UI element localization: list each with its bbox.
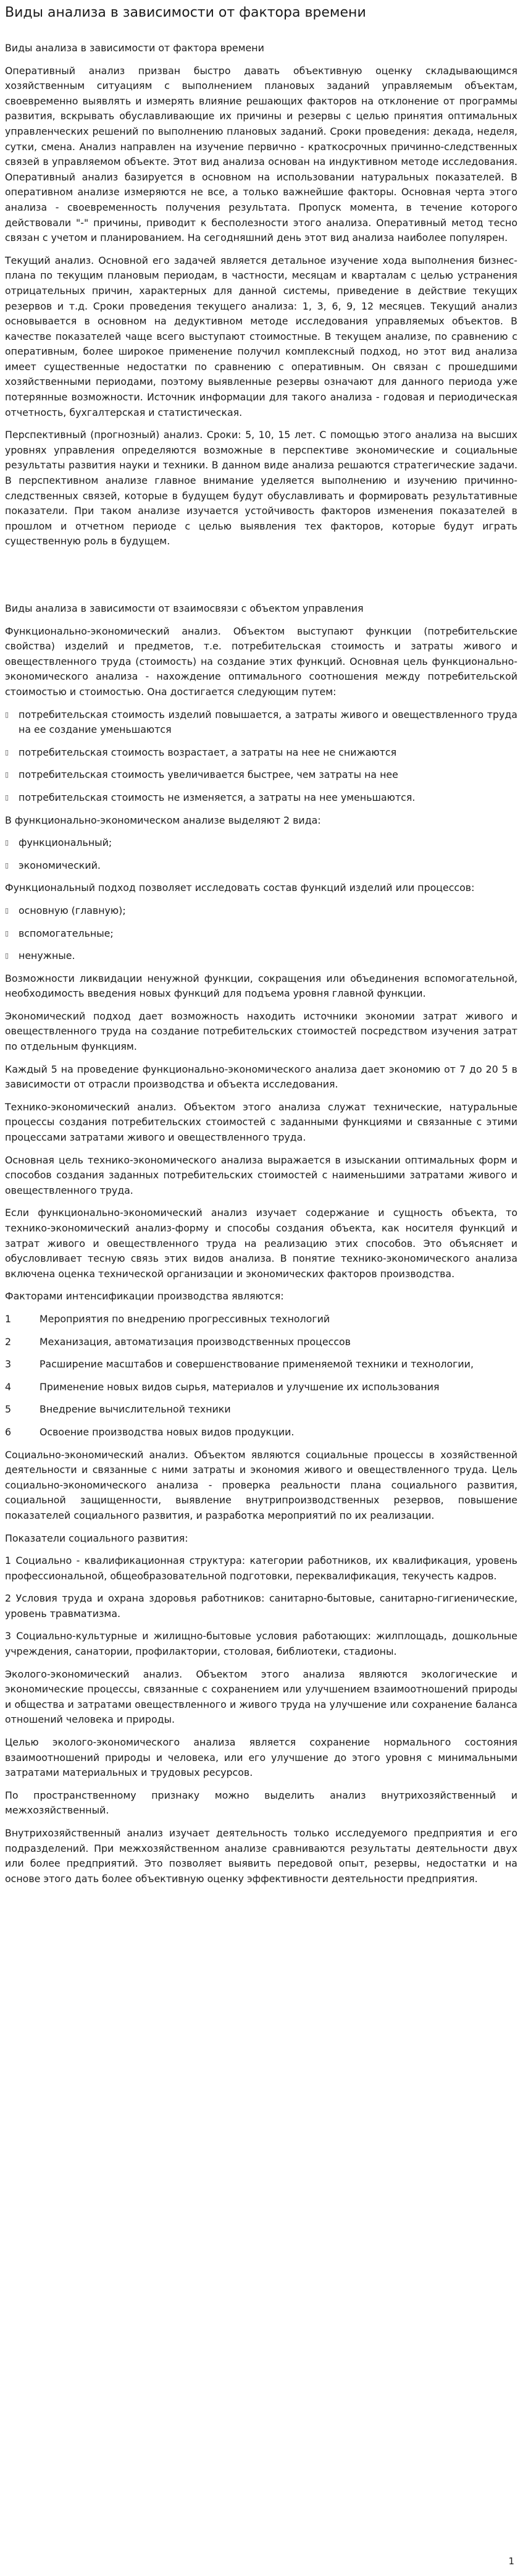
paragraph-perspective-analysis: Перспективный (прогнозный) анализ. Сроки: 5, 10, 15 лет. С помощью этого анализа на высших уровнях управления определяются возможные в перспективе экономические и социальные результаты развития науки и техники. В данном виде анализа решаются стратегические задачи. В перспективном анализе главное внимание уделяется выполнению и изучению причинно-следственных связей, которые в будущем будут обуславливать и формировать результативные показатели. При таком анализе изучается устойчивость факторов изменения показателей в прошлом и отчетном периоде с целью выявления тех факторов, которые будут играть существенную роль в будущем. [5, 429, 517, 547]
list-item-factor: 4 Применение новых видов сырья, материалов и улучшение их использования [5, 1380, 440, 1393]
list-item-function: ▯ вспомогательные; [5, 926, 517, 942]
paragraph-liquidation: Возможности ликвидации ненужной функции, сокращения или объединения вспомогательной, необходимость введения новых функций для подъема уровня главной функции. [5, 972, 517, 1000]
bullet-icon: ▯ [5, 952, 9, 960]
list-item-factor: 5 Внедрение вычислительной техники [5, 1403, 231, 1416]
list-item-factor: 2 Механизация, автоматизация производственных процессов [5, 1335, 351, 1348]
paragraph-spatial: По пространственному признаку можно выделить анализ внутрихозяйственный и межхозяйственный. [5, 1789, 517, 1817]
list-item-social: 1 Социально - квалификационная структура: категории работников, их квалификация, уровень профессиональной, общеобразовательной подготовки, переквалификация, текучесть кадров. [5, 1555, 517, 1582]
list-item-social: 3 Социально-культурные и жилищно-бытовые условия работающих: жилплощадь, дошкольные учреждения, санатории, профилактории, столовая, библиотеки, стадионы. [5, 1630, 517, 1658]
paragraph-technical-relation: Если функционально-экономический анализ изучает содержание и сущность объекта, то технико-экономический анализ-форму и способы создания объекта, как носителя функций и затрат живого и овеществленного труда на реализацию этих способов. Это объясняет и обусловливает тесную связь этих видов анализа. В понятие технико-экономического анализа включена оценка технической организации и экономических факторов производства. [5, 1207, 517, 1280]
list-item-factor: 6 Освоение производства новых видов продукции. [5, 1425, 295, 1438]
paragraph-social-intro: Показатели социального развития: [5, 1532, 188, 1544]
bullet-icon: ▯ [5, 861, 9, 869]
section-heading-time: Виды анализа в зависимости от фактора времени [5, 42, 264, 54]
bullet-icon: ▯ [5, 793, 9, 801]
bullet-icon: ▯ [5, 838, 9, 847]
paragraph-technical-goal: Основная цель технико-экономического анализа выражается в изыскании оптимальных форм и способов создания заданных потребительских стоимостей с наименьшими затратами живого и овеществленного труда. [5, 1154, 517, 1196]
list-item-way: ▯ потребительская стоимость увеличивается быстрее, чем затраты на нее [5, 767, 517, 783]
list-item-type: ▯ функциональный; [5, 835, 517, 851]
paragraph-ecological-goal: Целью эколого-экономического анализа является сохранение нормального состояния взаимоотношений природы и человека, или его улучшение до этого уровня с минимальными затратами материальных и трудовых ресурсов. [5, 1736, 517, 1779]
bullet-icon: ▯ [5, 929, 9, 937]
paragraph-savings: Каждый 5 на проведение функционально-экономического анализа дает экономию от 7 до 20 5 в зависимости от отрасли производства и объекта исследования. [5, 1063, 517, 1091]
bullet-icon: ▯ [5, 771, 9, 779]
paragraph-factors-intro: Факторами интенсификации производства являются: [5, 1290, 284, 1303]
list-item-social: 2 Условия труда и охрана здоровья работников: санитарно-бытовые, санитарно-гигиенические, уровень травматизма. [5, 1592, 517, 1620]
paragraph-functions-intro: Функциональный подход позволяет исследовать состав функций изделий или процессов: [5, 882, 475, 894]
list-item-way: ▯ потребительская стоимость изделий повышается, а затраты живого и овеществленного труда на ее создание уменьшаются [5, 707, 517, 738]
paragraph-operational-analysis: Оперативный анализ призван быстро давать объективную оценку складывающимся хозяйственным ситуациям с выполнением плановых заданий управляемым объектам, своевременно выявлять и измерять влияние решающих факторов на отклонение от программы развития, вскрывать обуславливающие их причины и резервы с целью принятия оптимальных управленческих решений по выполнению плановых заданий. Сроки проведения: декада, неделя, сутки, смена. Анализ направлен на изучение первично - краткосрочных причинно-следственных связей в управляемом объекте. Этот вид анализа основан на индуктивном методе исследования. Оперативный анализ базируется в основном на использовании натуральных показателей. В оперативном анализе измеряются не все, а только важнейшие факторы. Основная черта этого анализа - своевременность получения результата. Пропуск момента, в течение которого действовали "-" причины, приводит к бесполезности этого анализа. Оперативный метод тесно связан с учетом и планированием. На сегодняшний день этот вид анализа наиболее популярен. [5, 64, 517, 244]
document-title: Виды анализа в зависимости от фактора времени [5, 5, 366, 20]
list-item-function: ▯ ненужные. [5, 948, 517, 964]
bullet-icon: ▯ [5, 710, 9, 719]
list-item-factor: 3 Расширение масштабов и совершенствование применяемой техники и технологии, [5, 1358, 474, 1370]
paragraph-types-intro: В функционально-экономическом анализе выделяют 2 вида: [5, 814, 321, 826]
list-item-way: ▯ потребительская стоимость не изменяется, а затраты на нее уменьшаются. [5, 790, 517, 806]
paragraph-functional-economic: Функционально-экономический анализ. Объектом выступают функции (потребительские свойства) изделий и предметов, т.е. потребительская стоимость и затраты живого и овеществленного труда (стоимость) на создание этих функций. Основная цель функционально-экономического анализа - нахождение оптимального соотношения между потребительской стоимостью и стоимостью. Она достигается следующим путем: [5, 625, 517, 698]
paragraph-ecological-economic: Эколого-экономический анализ. Объектом этого анализа являются экологические и экономические процессы, связанные с сохранением или улучшением взаимоотношений природы и общества и затратами овеществленного и живого труда на улучшение или сохранение баланса отношений человека и природы. [5, 1668, 517, 1726]
page-number: 1 [508, 2556, 514, 2567]
section-spacer [5, 557, 517, 601]
list-item-type: ▯ экономический. [5, 858, 517, 874]
bullet-icon: ▯ [5, 748, 9, 756]
paragraph-technical-economic: Технико-экономический анализ. Объектом этого анализа служат технические, натуральные процессы создания потребительских стоимостей с заданными функциями и связанные с этими процессами затратами живого и овеществленного труда. [5, 1100, 517, 1144]
section-heading-management: Виды анализа в зависимости от взаимосвязи с объектом управления [5, 602, 364, 614]
bullet-icon: ▯ [5, 906, 9, 914]
document-body [5, 41, 517, 1894]
paragraph-current-analysis: Текущий анализ. Основной его задачей является детальное изучение хода выполнения бизнес-плана по текущим плановым периодам, в частности, месяцам и кварталам с целью устранения отрицательных причин, характерных для данной системы, приведение в действие текущих резервов и т.д. Сроки проведения текущего анализа: 1, 3, 6, 9, 12 месяцев. Текущий анализ основывается в основном на дедуктивном методе исследования управляемых объектов. В качестве показателей чаще всего выступают стоимостные. В текущем анализе, по сравнению с оперативным, более широкое применение получил комплексный подход, но этот вид анализа имеет существенные недостатки по сравнению с оперативным. Он связан с прошедшими хозяйственными периодами, поэтому выявленные резервы означают для данного периода уже потерянные возможности. Источник информации для такого анализа - годовая и периодическая отчетность, бухгалтерская и статистическая. [5, 254, 517, 418]
list-item-way: ▯ потребительская стоимость возрастает, а затраты на нее не снижаются [5, 745, 517, 761]
paragraph-intra-inter: Внутрихозяйственный анализ изучает деятельность только исследуемого предприятия и его подразделений. При межхозяйственном анализе сравниваются результаты деятельности двух или более предприятий. Это позволяет выявить передовой опыт, резервы, недостатки и на основе этого дать более объективную оценку эффективности деятельности предприятия. [5, 1827, 517, 1885]
list-item-factor: 1 Мероприятия по внедрению прогрессивных технологий [5, 1312, 330, 1325]
paragraph-social-economic: Социально-экономический анализ. Объектом являются социальные процессы в хозяйственной деятельности и связанные с ними затраты и экономия живого и овеществленного труда. Цель социально-экономического анализа - проверка реальности плана социального развития, социальной защищенности, выявление внутрипроизводственных резервов, повышение показателей социального развития, и разработка мероприятий по их реализации. [5, 1448, 517, 1521]
paragraph-economic-approach: Экономический подход дает возможность находить источники экономии затрат живого и овеществленного труда на создание потребительских стоимостей посредством изучения затрат по отдельным функциям. [5, 1010, 517, 1053]
list-item-function: ▯ основную (главную); [5, 903, 517, 919]
